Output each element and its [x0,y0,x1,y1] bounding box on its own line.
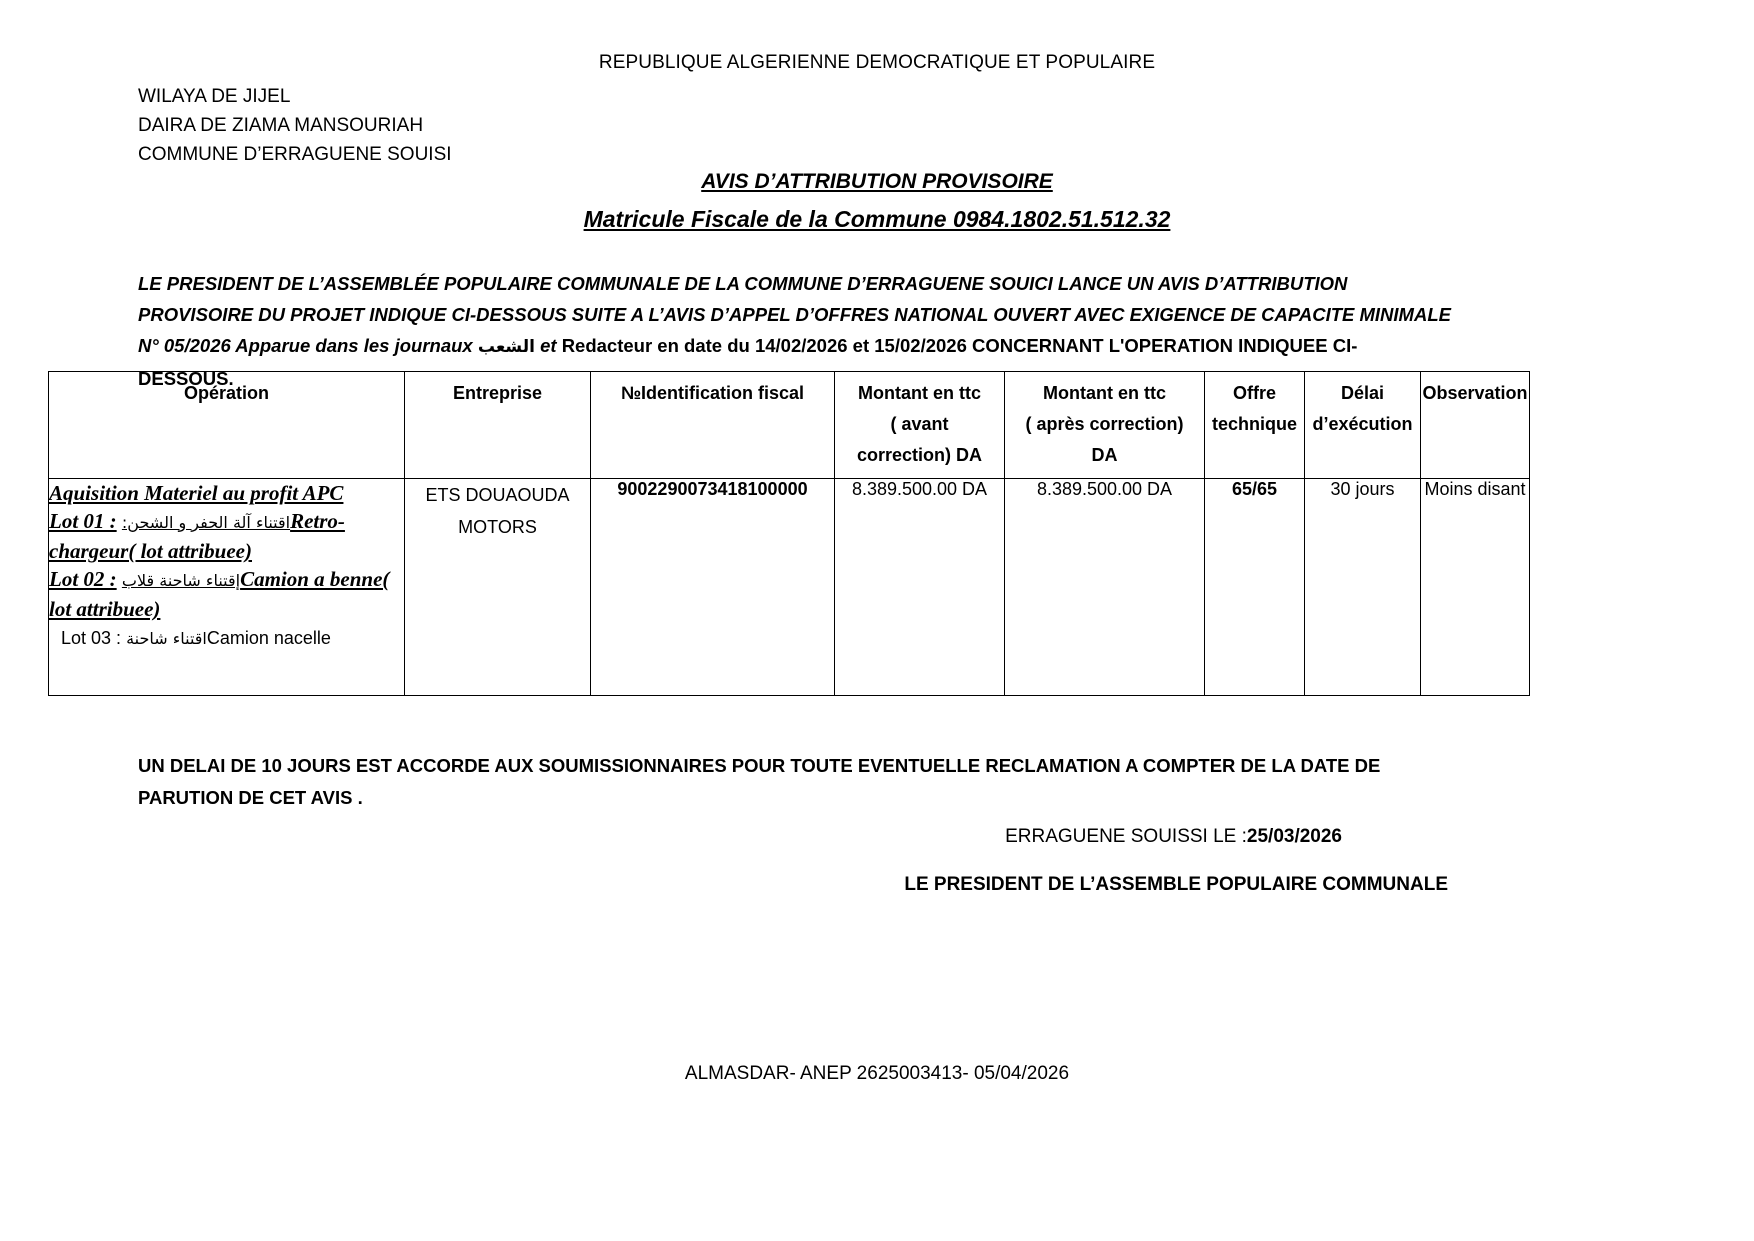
lot-01-label: Lot 01 : [49,509,117,533]
column-header-operation: Opération [49,372,405,479]
entreprise-line1: ETS DOUAOUDA [425,485,570,505]
document-title [0,170,1754,194]
montant-avant-line1: Montant en ttc [858,383,981,403]
lot-01-french: Retro-chargeur( lot attribuee) [49,509,345,563]
column-header-delai-execution [1305,372,1421,479]
lot-01-line [49,507,404,565]
newspaper-name-arabic: الشعب [477,337,535,357]
montant-avant-line2: ( avant [890,414,949,434]
reclamation-delay-note: UN DELAI DE 10 JOURS EST ACCORDE AUX SOUMISSIONNAIRES POUR TOUTE EVENTUELLE RECLAMATION A COMPTER DE LA DATE DE PARUTION DE CET AVIS . [138,755,1381,808]
table-row [49,479,1530,696]
lot-01-arabic: اقتناء آلة الحفر و الشحن: [121,513,291,532]
attribution-table [48,371,1530,696]
place-and-date [0,826,1342,848]
lot-03-label: Lot 03 : [61,628,122,648]
delai-line2: d’exécution [1312,414,1413,434]
lot-03-french: Camion nacelle [206,628,331,648]
offre-technique-line2: technique [1211,414,1297,434]
lot-02-french: Camion a benne( lot attribuee) [49,567,390,621]
lot-02-arabic: إقتناء شاحنة قلاب [121,571,241,590]
place-date-value: 25/03/2026 [1246,826,1342,847]
cell-operation [49,479,405,696]
column-header-montant-apres [1005,372,1205,479]
column-header-observation: Observation [1421,372,1530,479]
cell-montant-avant: 8.389.500.00 DA [835,479,1005,696]
anep-reference: ALMASDAR- ANEP 2625003413- 05/04/2026 [684,1063,1070,1084]
table-header-row [49,372,1530,479]
entreprise-line2: MOTORS [458,517,537,537]
cell-identification-fiscal: 9002290073418100000 [591,479,835,696]
montant-apres-line1: Montant en ttc [1043,383,1166,403]
national-header: REPUBLIQUE ALGERIENNE DEMOCRATIQUE ET POPULAIRE [598,52,1156,73]
column-header-identification-fiscal: №Identification fiscal [591,372,835,479]
offre-technique-line1: Offre [1232,383,1276,403]
matricule-fiscale-text: Matricule Fiscale de la Commune 0984.1802.51.512.32 [583,206,1171,232]
intro-part-1: LE PRESIDENT DE L’ASSEMBLÉE POPULAIRE COMMUNALE DE LA COMMUNE D’ERRAGUENE SOUICI LANCE UN AVIS D’ATTRIBUTION PROVISOIRE DU PROJET INDIQUE CI-DESSOUS SUITE A L’AVIS D’APPEL D’OFFRES NATIONAL OUVERT AVEC EXIGENCE DE CAPACITE MINIMALE N° 05/2026 Apparue dans les journaux [138,273,1451,356]
administrative-header [138,82,452,169]
document-subtitle [0,206,1754,233]
montant-avant-line3: correction) DA [856,445,982,465]
wilaya-line: WILAYA DE JIJEL [138,86,291,107]
document-title-text: AVIS D’ATTRIBUTION PROVISOIRE [701,170,1053,193]
montant-apres-line2: ( après correction) [1025,414,1184,434]
cell-offre-technique: 65/65 [1205,479,1305,696]
delai-line1: Délai [1340,383,1385,403]
cell-entreprise [405,479,591,696]
daira-line: DAIRA DE ZIAMA MANSOURIAH [138,115,424,136]
operation-title: Aquisition Materiel au profit APC [49,481,344,505]
place-date-label: ERRAGUENE SOUISSI LE : [1005,826,1247,847]
operation-content [49,479,404,623]
montant-apres-line3: DA [1091,445,1118,465]
column-header-entreprise: Entreprise [405,372,591,479]
attribution-table-wrapper [48,371,1529,696]
lot-03-arabic: اقتناء شاحنة [126,629,207,648]
signature-line: LE PRESIDENT DE L’ASSEMBLE POPULAIRE COMMUNALE [904,874,1448,895]
cell-observation: Moins disant [1421,479,1530,696]
column-header-montant-avant [835,372,1005,479]
cell-montant-apres: 8.389.500.00 DA [1005,479,1205,696]
lot-03-line [49,625,404,652]
lot-02-line [49,565,404,623]
intro-part-2: et [540,335,557,356]
intro-part-3: Redacteur en date du 14/02/2026 et 15/02/2026 CONCERNANT L'OPERATION INDIQUEE CI- DESSOUS. [138,335,1358,389]
lot-02-label: Lot 02 : [49,567,117,591]
commune-line: COMMUNE D’ERRAGUENE SOUISI [138,144,452,165]
column-header-offre-technique [1205,372,1305,479]
cell-delai-execution: 30 jours [1305,479,1421,696]
